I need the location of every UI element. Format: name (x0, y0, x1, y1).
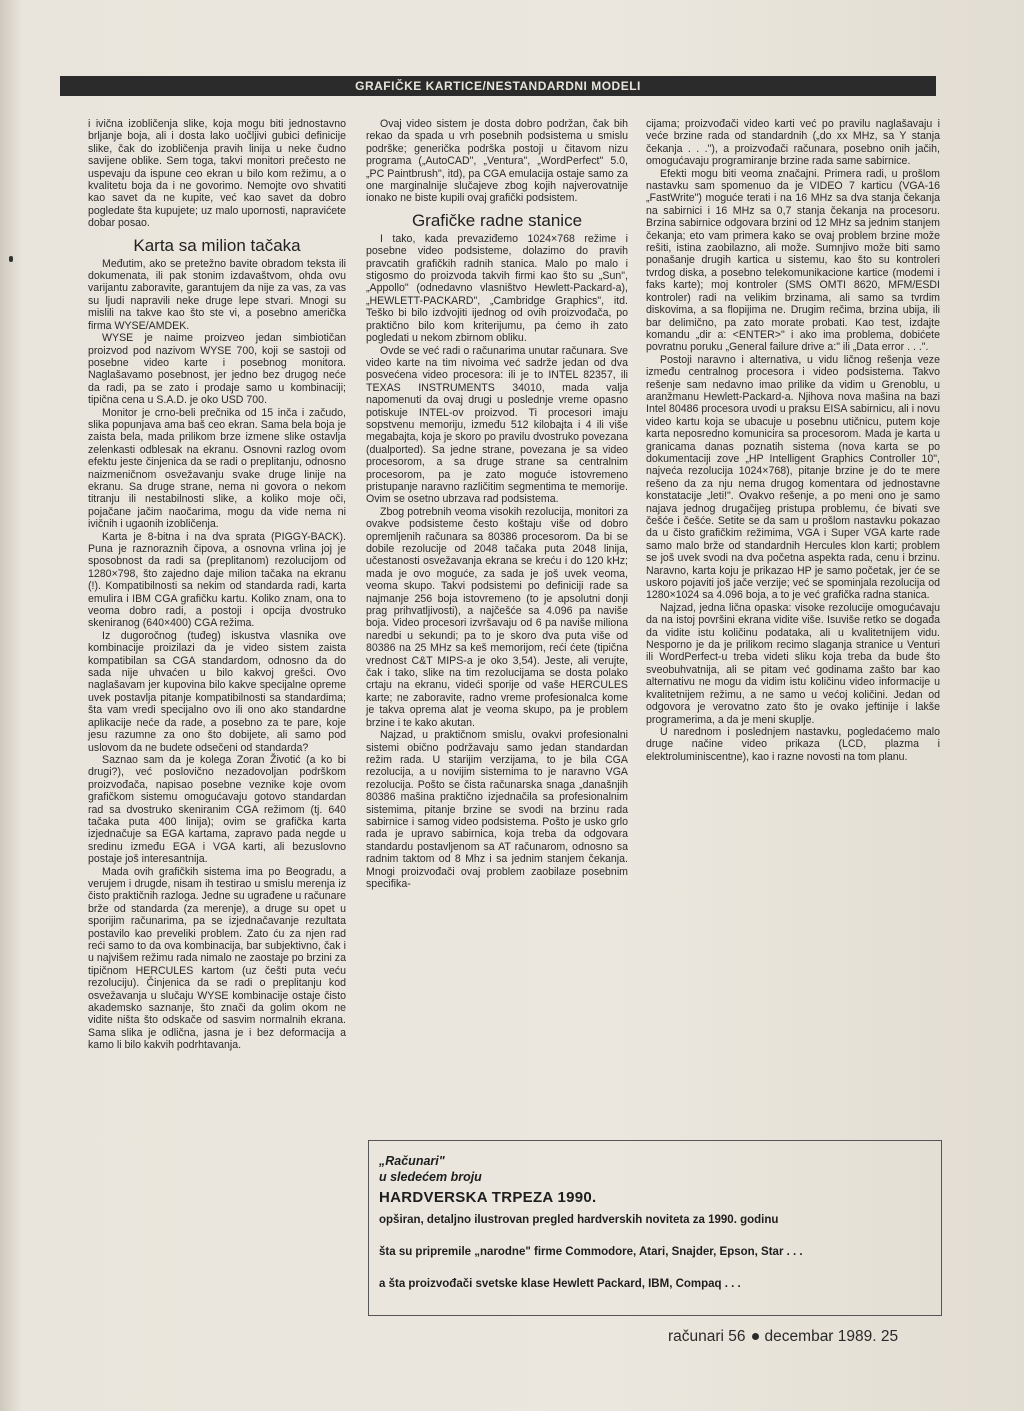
promo-line: šta su pripremile „narodne" firme Commodore, Atari, Snajder, Epson, Star . . . (379, 1246, 803, 1258)
paragraph: I tako, kada prevaziđemo 1024×768 režime i posebne video podsisteme, dolazimo do pravih pravcatih grafičkih radnih stanica. Malo po malo i stigosmo do proizvoda takvih firmi kao što su „Sun", „Appollo" (odnedavno vlasništvo Hewlett-Packard-a), „HEWLETT-PACKARD", „Cambridge Graphics", itd. Teško bi bilo izdvojiti ijednog od ovih proizvođača, po praktično bilo kom kriterijumu, pa ćemo ih zato pogledati u nekom zbirnom obliku. (366, 232, 628, 345)
promo-headline: HARDVERSKA TRPEZA 1990. (379, 1189, 597, 1206)
paragraph: Efekti mogu biti veoma značajni. Primera radi, u prošlom nastavku sam spomenuo da je VIDEO 7 karticu (VGA-16 „FastWrite") moguće terati i na 16 MHz sa dva stanja čekanja na sabirnici i 16 MHz sa 0,7 stanja čekanja na procesoru. Brzina sabirnice odgovara brzini od 12 MHz sa jednim stanjem čekanja; eto vam primera kako se ovaj problem brzine može rešiti, istina zaobilazno, ali može. Sumnjivo može biti samo ponašanje drugih kartica u sistemu, kao što su kontroleri tvrdog diska, a posebno telekomunikacione kartice (modemi i faks karte); moj kontroler (SMS OMTI 8620, MFM/ESDI kontroler) radi na velikim brzinama, ali samo sa tvrdim diskovima, a sa flopijima ne. Drugim rečima, brzina ubija, ili bar delimično, pa zato morate probati. Kao test, izdajte komandu „dir a: <ENTER>" i ako ima problema, dobićete povratnu poruku „General failure drive a:" ili „Data error . . .". (646, 167, 940, 354)
article-column-3 (646, 118, 940, 763)
paragraph: U narednom i poslednjem nastavku, pogledaćemo malo druge načine video prikaza (LCD, plazma i elektroluminiscentne), kao i razne novosti na tom planu. (646, 725, 940, 763)
paragraph: Ovaj video sistem je dosta dobro podržan, čak bih rekao da spada u vrh posebnih podsistema u smislu podrške; generička podrška postoji u čitavom nizu programa („AutoCAD", „Ventura", „WordPerfect" 5.0,„PC Paintbrush", itd), pa CGA emulacija ostaje samo za one marginalnije slučajeve zbog kojih najverovatnije ionako ne biste kupili ovaj grafički podsistem. (366, 118, 628, 205)
promo-line: opširan, detaljno ilustrovan pregled hardverskih noviteta za 1990. godinu (379, 1214, 779, 1226)
paragraph: Najzad, jedna lična opaska: visoke rezolucije omogućavaju da na istoj površini ekrana vidite više. Isuviše retko se događa da vidite istu količinu podataka, ali u kvalitetnijem vidu. Nesporno je da je prilikom recimo slaganja stranice u Venturi ili WordPerfect-u treba videti sliku koja treba da bude što sveobuhvatnija, ali se pitam već godinama zašto bar kao alternativu ne mogu da vidim istu količinu video informacije u kvalitetnijem režimu, a ne samo u većoj količini. Jedan od odgovora je verovatno zato što je ovako jeftinije i lakše programerima, a da je meni skuplje. (646, 601, 940, 726)
paragraph: Postoji naravno i alternativa, u vidu ličnog rešenja veze između centralnog procesora i video podsistema. Takvo rešenje sam nedavno imao prilike da vidim u Grenoblu, u aranžmanu Hewlett-Packard-a. Njihova nova mašina na bazi Intel 80486 procesora uvodi u praksu EISA sabirnicu, ali i novu video kartu koja se ubacuje u posebnu utičnicu, putem koje karta neposredno komunicira sa procesorom. Mada je karta u granicama danas poznatih sistema (nova karta se po dokumentaciji zove „HP Intelligent Graphics Controller 10", najveća rezolucija 1024×768), pitanje brzine je do te mere rešeno da za nju nema drugog komentara od jednostavne konstatacije „leti!". Ovakvo rešenje, a po meni ono je samo najava jednog drugačijeg pristupa problemu, će bivati sve češće i češće. Setite se da sam u prošlom nastavku pokazao da u čisto grafičkim režimima, VGA i Super VGA karte rade samo malo brže od standardnih Hercules klon karti; problem se još uvek svodi na dva početna aspekta rada, cenu i brzinu. Naravno, karta koju je prikazao HP je samo početak, jer će se uskoro pojaviti još jače verzije; već se spominjala rezolucija od 1280×1024 sa 4.096 boja, a to je već grafička radna stanica. (646, 353, 940, 602)
paragraph: Međutim, ako se pretežno bavite obradom teksta ili dokumenata, ili pak stonim izdavaštvom, ohda ovu varijantu zaboravite, garantujem da nije za vas, za vas su ljudi napravili neke druge lepe stvari. Mnogi su mislili na takve kao što ste vi, a posebno američka firma WYSE/AMDEK. (88, 257, 346, 332)
margin-mark (9, 256, 13, 262)
paragraph: i ivična izobličenja slike, koja mogu biti jednostavno brljanje boja, ali i dosta lako uočljivi gubici definicije slike, čak do izobličenja pravih linija u neke čudno savijene oblike. Sem toga, takvi monitori prečesto ne uspevaju da ispune ceo ekran u bilo kom režimu, a o kvalitetu boja da i ne govorimo. Nemojte ovo shvatiti kao savet da ne kupite, već kao savet da dobro pogledate šta kupujete; uz malo upornosti, napravićete dobar posao. (88, 118, 346, 230)
article-column-1 (88, 118, 346, 1052)
paragraph: Zbog potrebnih veoma visokih rezolucija, monitori za ovakve podsisteme često koštaju više od dobro opremljenih računara sa 80386 procesorom. Da bi se dobile rezolucije od 2048 tačaka puta 2048 linija, učestanosti osvežavanja ekrana se kreću i do 120 kHz; mada je ovo moguće, za sada je još uvek veoma, veoma skupo. Takvi podsistemi po definiciji rade sa najmanje 256 boja istovremeno (to je apsolutni donji prag prihvatljivosti), a najčešće sa 4.096 pa naviše boja. Video procesori izvršavaju od 6 pa naviše miliona naredbi u sekundi; pa to je skoro dva puta više od 80386 na 25 MHz sa keš memorijom, reći ćete (tipična vrednost C&T MIPS-a je oko 3,54). Jeste, ali verujte, čak i tako, slike na tim rezolucijama se dosta polako crtaju na ekranu, videći sporije od vaše HERCULES karte; ne zaboravite, radno vreme profesionalca kome je takva oprema alat je veoma skupo, pa je problem brzine i te kako akutan. (366, 505, 628, 729)
bullet-icon (752, 1333, 759, 1340)
footer-publication: računari 56 (668, 1328, 746, 1345)
promo-magazine-name: „Računari" (379, 1154, 445, 1168)
section-title: GRAFIČKE KARTICE/NESTANDARDNI MODELI (355, 79, 641, 93)
article-column-2 (366, 118, 628, 890)
page-footer (668, 1328, 958, 1346)
section-header-bar (60, 76, 936, 96)
subheading: Grafičke radne stanice (411, 210, 583, 230)
subheading: Karta sa milion tačaka (133, 235, 301, 255)
paragraph: cijama; proizvođači video karti već po pravilu naglašavaju i veće brzine rada od standardnih („do xx MHz, sa Y stanja čekanja . . ."), a proizvođači računara, posebno onih jačih, omogućavaju programiranje brzine rada same sabirnice. (646, 118, 940, 168)
paragraph: Najzad, u praktičnom smislu, ovakvi profesionalni sistemi obično podržavaju samo jedan standardan režim rada. U starijim verzijama, to je bila CGA rezolucija, a u novijim sistemima to je naravno VGA rezolucija. Pošto se čista računarska snaga „današnjih 80386 mašina praktično izjednačila sa profesionalnim sistemima, pitanje brzine se svodi na brzinu rada sabirnice i samog video podsistema. Pošto je usko grlo rada je upravo sabirnica, koja treba da odgovara standardu postavljenom sa AT računarom, odnosno sa radnim taktom od 8 Mhz i sa jednim stanjem čekanja. Mnogi proizvođači ovaj problem zaobilaze posebnim specifika- (366, 729, 628, 890)
paragraph: Monitor je crno-beli prečnika od 15 inča i začudo, slika popunjava ama baš ceo ekran. Sama bela boja je zaista bela, mada prilikom brze izmene slike ostavlja zelenkasti odblesak na ekranu. Osnovni razlog ovom efektu jeste činjenica da se radi o preplitanju, odnosno naizmeničnom osvežavanju svake druge linije na ekranu. Sa druge strane, nema ni govora o nekom titranju ili nestabilnosti slike, a koliko moje oči, pojačane jačim naočarima, mogu da vide nema ni ivičnih i ugaonih izobličenja. (88, 406, 346, 531)
page-number: 25 (880, 1328, 899, 1345)
paragraph: Ovde se već radi o računarima unutar računara. Sve video karte na tim nivoima već sadrže jedan od dva posvećena video procesora: ili je to INTEL 82357, ili TEXAS INSTRUMENTS 34010, mada valja napomenuti da ovaj drugi u poslednje vreme opasno potiskuje INTEL-ov proizvod. Ti procesori imaju sopstvenu memoriju, između 512 kilobajta i 4 ili više megabajta, koja je skoro po pravilu dvostruko povezana (dualported). Sa jedne strane, povezana je sa video procesorom, a sa druge strane sa centralnim procesorom, pa je zato moguće istovremeno pristupanje naravno različitim segmentima te memorije. Ovim se osetno ubrzava rad podsistema. (366, 344, 628, 506)
next-issue-box (368, 1140, 942, 1316)
paragraph: Mada ovih grafičkih sistema ima po Beogradu, a verujem i drugde, nisam ih testirao u smislu merenja iz čisto praktičnih razloga. Jedne su ugrađene u računare brže od standarda (za merenje), a druge su opet u sporijim računarima, pa se izjednačavanje rezultata postavilo kao preveliki problem. Zato ću za njen rad reći samo to da ova kombinacija, bar subjektivno, čak i u najvišem režimu rada nimalo ne zaostaje po brzini za tipičnom HERCULES kartom (uz češti puta veću rezoluciju). Činjenica da se radi o preplitanju kod osvežavanja u slučaju WYSE kombinacije ostaje čisto akademsko saznanje, što znači da golim okom ne vidite ništa što odskače od sasvim normalnih ekrana. Sama slika je odlična, jasna je i bez deformacija a kamo li bilo kakvih podrhtavanja. (88, 865, 346, 1052)
promo-next-issue-label: u sledećem broju (379, 1170, 482, 1184)
paragraph: Saznao sam da je kolega Zoran Životić (a ko bi drugi?), već poslovično nezadovoljan podrškom proizvođača, napisao posebne veznike koje ovom grafičkom sistemu omogućavaju gotovo standardan rad sa dvostruko skeniranim CGA režimom (tj. 640 tačaka puta 400 linija); ovim se grafička karta izjednačuje sa EGA kartama, zapravo pada negde u sredinu između EGA i VGA karti, ali bezuslovno postaje još interesantnija. (88, 753, 346, 866)
footer-date: decembar 1989. (764, 1328, 877, 1345)
promo-line: a šta proizvođači svetske klase Hewlett Packard, IBM, Compaq . . . (379, 1278, 741, 1290)
paragraph: WYSE je naime proizveo jedan simbiotičan proizvod pod nazivom WYSE 700, koji se sastoji od posebne video karte i posebnog monitora. Naglašavamo posebnost, jer jedno bez drugog neće da radi, pa se zato i prodaje samo u kombinaciji; tipična cena u S.A.D. je oko USD 700. (88, 332, 346, 407)
paragraph: Karta je 8-bitna i na dva sprata (PIGGY-BACK). Puna je raznoraznih čipova, a osnovna vrlina joj je sposobnost da radi sa (preplitanom) rezolucijom od 1280×798, što zajedno daje milion tačaka na ekranu (!). Kompatibilnosti sa nekim od standarda radi, karta emulira i IBM CGA grafičku kartu. Koliko znam, ona to veoma dobro radi, a postoji i opcija dvostruko skeniranog (640×400) CGA režima. (88, 530, 346, 630)
paragraph: Iz dugoročnog (tuđeg) iskustva vlasnika ove kombinacije proizilazi da je video sistem zaista kompatibilan sa CGA standardom, odnosno da do sada nije uhvaćen u bilo kakvoj grešci. Ovo naglašavam jer kupovina bilo kakve specijalne opreme uvek postavlja pitanje kompatibilnosti sa standardima; šta vam vredi specijalno ovo ili ono ako standardne aplikacije neće da rade, a posebno za te pare, koje jesu razumne za ono što dobijete, ali samo pod uslovom da ne budete odsečeni od standarda? (88, 629, 346, 754)
